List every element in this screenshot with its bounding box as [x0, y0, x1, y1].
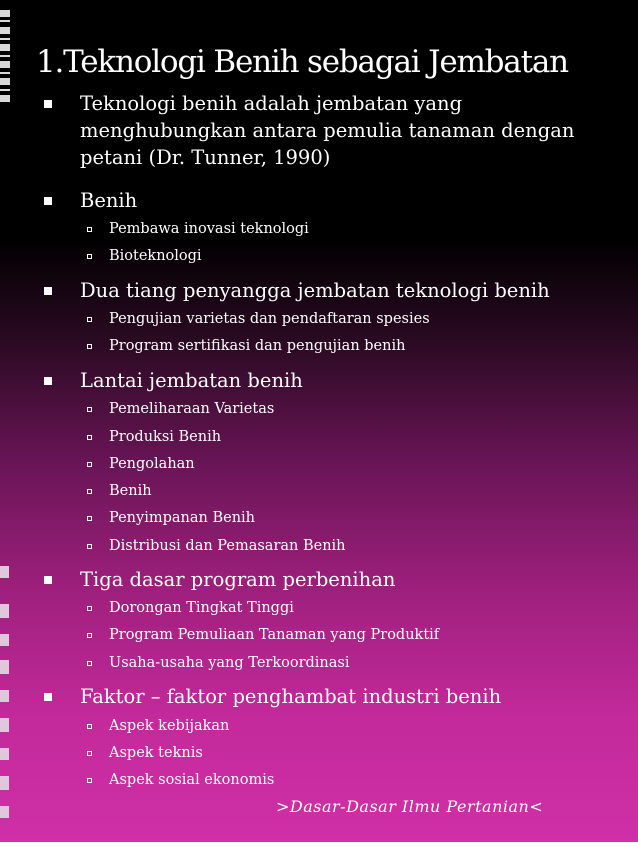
hollow-square-bullet-icon	[87, 516, 92, 521]
hollow-square-bullet-icon	[87, 751, 92, 756]
slide-title: 1.Teknologi Benih sebagai Jembatan	[36, 44, 568, 80]
sub-bullet-text: Aspek kebijakan	[109, 718, 230, 734]
sub-bullet-text: Program sertifikasi dan pengujian benih	[109, 338, 406, 354]
bullet-text: Lantai jembatan benih	[80, 369, 303, 392]
sub-bullet-text: Aspek teknis	[109, 745, 203, 761]
square-bullet-icon	[44, 287, 52, 295]
hollow-square-bullet-icon	[87, 724, 92, 729]
side-decoration-top	[0, 10, 10, 106]
square-bullet-icon	[44, 197, 52, 205]
sub-bullet-text: Usaha-usaha yang Terkoordinasi	[109, 655, 350, 671]
hollow-square-bullet-icon	[87, 462, 92, 467]
hollow-square-bullet-icon	[87, 254, 92, 259]
sub-bullet-text: Pembawa inovasi teknologi	[109, 221, 309, 237]
sub-bullet-text: Pengujian varietas dan pendaftaran spesies	[109, 311, 430, 327]
hollow-square-bullet-icon	[87, 435, 92, 440]
bullet-text: Benih	[80, 189, 138, 212]
hollow-square-bullet-icon	[87, 489, 92, 494]
bottom-strip	[0, 842, 638, 851]
bullet-text: Teknologi benih adalah jembatan yang menghubungkan antara pemulia tanaman dengan petani (Dr. Tunner, 1990)	[80, 92, 575, 169]
square-bullet-icon	[44, 100, 52, 108]
square-bullet-icon	[44, 693, 52, 701]
sub-bullet-text: Distribusi dan Pemasaran Benih	[109, 538, 346, 554]
hollow-square-bullet-icon	[87, 344, 92, 349]
sub-bullet-text: Pemeliharaan Varietas	[109, 401, 275, 417]
sub-bullet-text: Aspek sosial ekonomis	[109, 772, 275, 788]
hollow-square-bullet-icon	[87, 544, 92, 549]
sub-bullet-text: Dorongan Tingkat Tinggi	[109, 600, 294, 616]
square-bullet-icon	[44, 576, 52, 584]
square-bullet-icon	[44, 377, 52, 385]
side-decoration-bottom	[0, 566, 10, 824]
hollow-square-bullet-icon	[87, 227, 92, 232]
sub-bullet-text: Pengolahan	[109, 456, 195, 472]
bullet-text: Dua tiang penyangga jembatan teknologi benih	[80, 279, 550, 302]
hollow-square-bullet-icon	[87, 633, 92, 638]
sub-bullet-text: Penyimpanan Benih	[109, 510, 256, 526]
hollow-square-bullet-icon	[87, 661, 92, 666]
sub-bullet-text: Bioteknologi	[109, 248, 202, 264]
hollow-square-bullet-icon	[87, 778, 92, 783]
sub-bullet-text: Produksi Benih	[109, 429, 222, 445]
bullet-text: Tiga dasar program perbenihan	[80, 568, 396, 591]
hollow-square-bullet-icon	[87, 606, 92, 611]
hollow-square-bullet-icon	[87, 317, 92, 322]
sub-bullet-text: Program Pemuliaan Tanaman yang Produktif	[109, 627, 440, 643]
slide-footer: >Dasar-Dasar Ilmu Pertanian<	[276, 797, 544, 816]
bullet-text: Faktor – faktor penghambat industri benih	[80, 685, 502, 708]
hollow-square-bullet-icon	[87, 407, 92, 412]
sub-bullet-text: Benih	[109, 483, 152, 499]
